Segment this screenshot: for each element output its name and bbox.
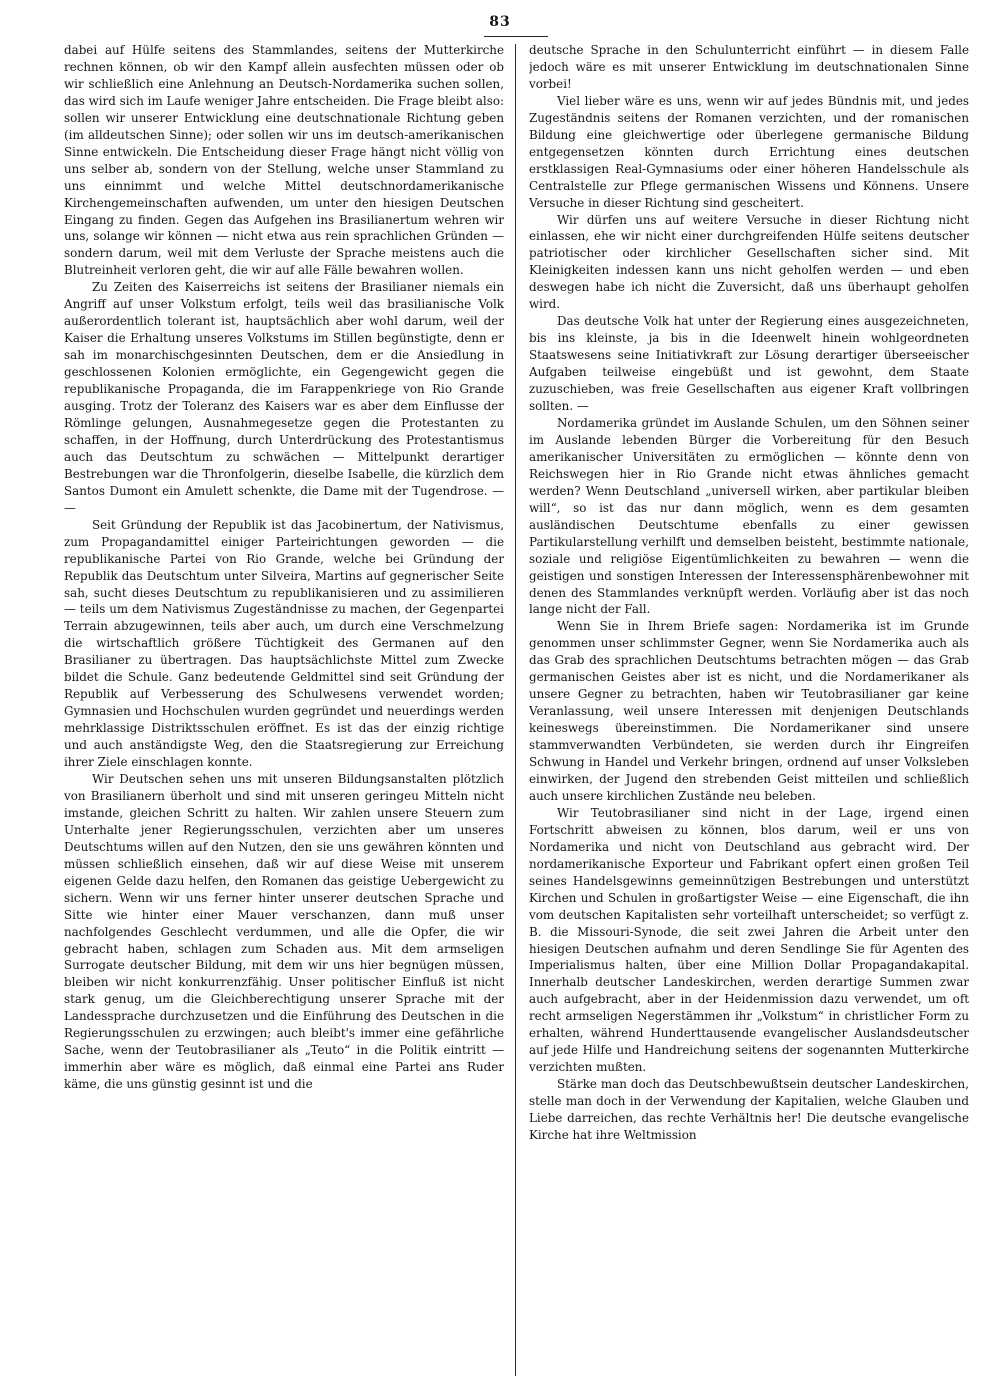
right-paragraph-2: Viel lieber wäre es uns, wenn wir auf jedes Bündnis mit, und jedes Zugeständnis seitens der Romanen verzichten, und der romanischen Bildung eine gleichwertige oder überlegene germanische Bildung entgegensetzen könnten durch Errichtung eines deutschen erstklassigen Real-Gymnasiums oder einer höheren Handelsschule als Centralstelle zur Pflege germanischen Wissens und Könnens. Unsere Versuche in dieser Richtung sind gescheitert. xyxy=(529,93,969,210)
page-number: 83 xyxy=(489,14,511,30)
left-paragraph-1: dabei auf Hülfe seitens des Stammlandes, seitens der Mutterkirche rechnen können, ob wir den Kampf allein ausfechten müssen oder ob wir schließlich eine Anlehnung an Deutsch-Nordamerika suchen sollen, das wird sich im Laufe weniger Jahre entscheiden. Die Frage bleibt also: sollen wir unserer Entwicklung eine deutschnationale Richtung geben (im alldeutschen Sinne); oder sollen wir uns im deutsch-amerikanischen Sinne entwickeln. Die Entscheidung dieser Frage hängt nicht völlig von uns selber ab, sondern von der Stellung, welche unser Stammland zu uns einnimmt und welche Mittel deutschnordamerikanische Kirchengemeinschaften aufwenden, um unter den hiesigen Deutschen Eingang zu finden. Gegen das Aufgehen ins Brasilianertum wehren wir uns, solange wir können — nicht etwa aus rein sprachlichen Gründen — sondern darum, weil mit dem Verluste der Sprache meistens auch die Blutreinheit verloren geht, die wir auf alle Fälle bewahren wollen. xyxy=(64,43,504,278)
right-paragraph-5: Nordamerika gründet im Auslande Schulen, um den Söhnen seiner im Auslande lebenden Bürger die Vorbereitung für den Besuch amerikanischer Universitäten zu ermöglichen — könnte denn von Reichswegen hier in Rio Grande nicht etwas ähnliches gemacht werden? Wenn Deutschland „universell wirken, aber partikular bleiben will“, so ist das nur dann möglich, wenn es dem gesamten ausländischen Deutschtume ebenfalls zu einer gewissen Partikularstellung verhilft und demselben beisteht, bestimmte nationale, soziale und religiöse Eigentümlichkeiten zu bewahren — wenn die geistigen und sonstigen Interessen der Interessensphärenbewohner mit denen des Stammlandes verknüpft werden. Vorläufig aber ist das noch lange nicht der Fall. xyxy=(529,415,969,617)
right-paragraph-3: Wir dürfen uns auf weitere Versuche in dieser Richtung nicht einlassen, ehe wir nicht einer durchgreifenden Hülfe seitens deutscher patriotischer oder kirchlicher Gesellschaften sicher sind. Mit Kleinigkeiten indessen kann uns nicht geholfen werden — und eben deswegen habe ich nicht die Zuversicht, daß uns überhaupt geholfen wird. xyxy=(529,212,969,312)
right-paragraph-6: Wenn Sie in Ihrem Briefe sagen: Nordamerika ist im Grunde genommen unser schlimmster Gegner, wenn Sie Nordamerika auch als das Grab des sprachlichen Deutschtums betrachten mögen — das Grab germanischen Geistes aber ist es nicht, und die Nordamerikaner als unsere Gegner zu betrachten, haben wir Teutobrasilianer gar keine Veranlassung, weil unsere Interessen mit denjenigen Deutschlands keineswegs übereinstimmen. Die Nordamerikaner sind unsere stammverwandten Verbündeten, sie werden durch ihr Eingreifen Schwung in Handel und Verkehr bringen, ordnend auf unser Volksleben einwirken, der Jugend den strebenden Geist mitteilen und schließlich auch unsere kirchlichen Zustände neu beleben. xyxy=(529,619,969,803)
left-column xyxy=(64,42,504,1382)
right-column xyxy=(529,42,969,1382)
page-number-rule xyxy=(484,36,548,37)
left-paragraph-2: Zu Zeiten des Kaiserreichs ist seitens der Brasilianer niemals ein Angriff auf unser Volkstum erfolgt, teils weil das brasilianische Volk außerordentlich tolerant ist, hauptsächlich aber wohl darum, weil der Kaiser die Erhaltung unseres Volkstums im Stillen begünstigte, denn er sah im monarchischgesinnten Deutschen, dem er die Ansiedlung in geschlossenen Kolonien ermöglichte, ein Gegengewicht gegen die republikanische Propaganda, die im Farappenkriege von Rio Grande ausging. Trotz der Toleranz des Kaisers war es aber dem Einflusse der Römlinge gelungen, Ausnahmegesetze gegen die Protestanten zu schaffen, in der Hoffnung, durch Unterdrückung des Protestantismus auch das Deutschtum zu schwächen — Mittelpunkt derartiger Bestrebungen war die Thronfolgerin, dieselbe Isabelle, die kürzlich dem Santos Dumont ein Amulett schenkte, die Dame mit der Tugendrose. — — xyxy=(64,280,504,515)
left-paragraph-3: Seit Gründung der Republik ist das Jacobinertum, der Nativismus, zum Propagandamittel einiger Parteirichtungen geworden — die republikanische Partei von Rio Grande, welche bei Gründung der Republik das Deutschtum unter Silveira, Martins auf gegnerischer Seite sah, sucht dieses Deutschtum zu republikanisieren und zu assimilieren — teils um dem Nativismus Zugeständnisse zu machen, der Gegenpartei Terrain abzugewinnen, teils aber auch, um durch eine Verschmelzung die wirtschaftlich größere Tüchtigkeit des Germanen auf den Brasilianer zu übertragen. Das hauptsächlichste Mittel zum Zwecke bildet die Schule. Ganz bedeutende Geldmittel sind seit Gründung der Republik auf Verbesserung des Schulwesens verwendet worden; Gymnasien und Hochschulen wurden gegründet und neuerdings werden mehrklassige Distriktsschulen eröffnet. Es ist das der einzig richtige und auch anständigste Weg, den die Staatsregierung zur Erreichung ihrer Ziele einschlagen konnte. xyxy=(64,517,504,770)
right-paragraph-7: Wir Teutobrasilianer sind nicht in der Lage, irgend einen Fortschritt abweisen zu können, blos darum, weil er uns von Nordamerika und nicht von Deutschland aus gebracht wird. Der nordamerikanische Exporteur und Fabrikant opfert einen großen Teil seines Handelsgewinns gemeinnützigen Bestrebungen und unterstützt Kirchen und Schulen in großartigster Weise — eine Eigenschaft, die ihn vom deutschen Kapitalisten sehr vorteilhaft unterscheidet; so verfügt z. B. die Missouri-Synode, die seit zwei Jahren die Arbeit unter den hiesigen Deutschen aufnahm und deren Sendlinge Sie für Agenten des Imperialismus halten, über eine Million Dollar Propagandakapital. Innerhalb deutscher Landeskirchen, werden derartige Summen zwar auch aufgebracht, aber in der Heidenmission dazu verwendet, um oft recht armseligen Negerstämmen ihr „Volkstum“ in christlicher Form zu erhalten, während Hunderttausende evangelischer Auslandsdeutscher auf jede Hilfe und Handreichung seitens der sogenannten Mutterkirche verzichten mußten. xyxy=(529,805,969,1075)
column-divider xyxy=(515,44,516,1376)
right-paragraph-1: deutsche Sprache in den Schulunterricht einführt — in diesem Falle jedoch wäre es mit unserer Entwicklung im deutschnationalen Sinne vorbei! xyxy=(529,43,969,91)
left-paragraph-4: Wir Deutschen sehen uns mit unseren Bildungsanstalten plötzlich von Brasilianern überholt und sind mit unseren geringeu Mitteln nicht imstande, gleichen Schritt zu halten. Wir zahlen unsere Steuern zum Unterhalte jener Regierungsschulen, verzichten aber um unseres Deutschtums willen auf den Nutzen, den sie uns gewähren könnten und müssen schließlich einsehen, daß wir auf diese Weise mit unserem eigenen Gelde dazu helfen, den Romanen das geistige Uebergewicht zu sichern. Wenn wir uns ferner hinter unserer deutschen Sprache und Sitte wie hinter einer Mauer verschanzen, dann muß unser nachfolgendes Geschlecht verdummen, und alle die Opfer, die wir gebracht haben, schlagen zum Schaden aus. Mit dem armseligen Surrogate deutscher Bildung, mit dem wir uns hier begnügen müssen, bleiben wir nicht konkurrenzfähig. Unser politischer Einfluß ist nicht stark genug, um die Gleichberechtigung unserer Sprache mit der Landessprache durchzusetzen und die Einführung des Deutschen in die Regierungsschulen zu erzwingen; auch bleibt's immer eine gefährliche Sache, wenn der Teutobrasilianer als „Teuto“ in die Politik eintritt — immerhin aber wäre es möglich, daß einmal eine Partei ans Ruder käme, die uns günstig gesinnt ist und die xyxy=(64,771,504,1092)
right-paragraph-4: Das deutsche Volk hat unter der Regierung eines ausgezeichneten, bis ins kleinste, ja bis in die Ideenwelt hinein wohlgeordneten Staatswesens seine Initiativkraft zur Lösung derartiger überseeischer Aufgaben teilweise eingebüßt und ist gewohnt, dem Staate zuzuschieben, was freie Gesellschaften aus eigener Kraft vollbringen sollten. — xyxy=(529,314,969,414)
right-paragraph-8: Stärke man doch das Deutschbewußtsein deutscher Landeskirchen, stelle man doch in der Verwendung der Kapitalien, welche Glauben und Liebe darreichen, das rechte Verhältnis her! Die deutsche evangelische Kirche hat ihre Weltmission xyxy=(529,1077,969,1142)
